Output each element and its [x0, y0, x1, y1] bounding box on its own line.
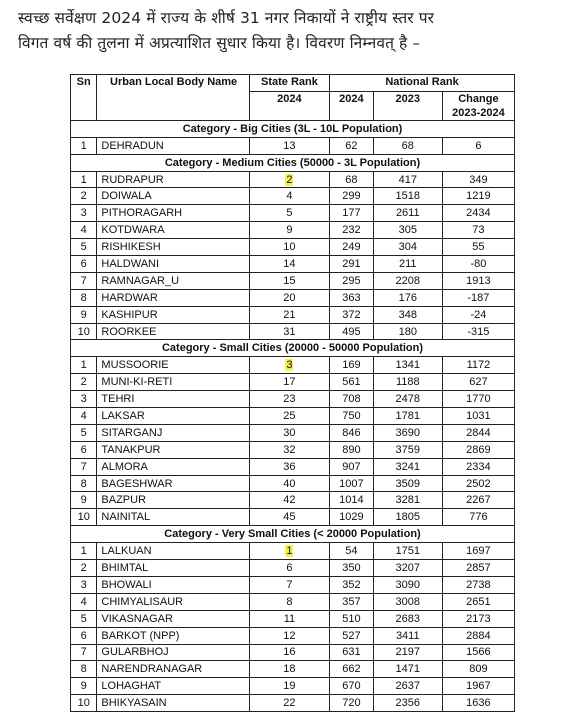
cell-ulb-name: ALMORA	[97, 458, 249, 475]
category-row	[71, 154, 515, 171]
cell-sn: 9	[71, 306, 97, 323]
cell-state-rank: 11	[249, 610, 329, 627]
table-row	[71, 509, 515, 526]
table-row	[71, 171, 515, 188]
cell-national-2023: 3090	[373, 576, 442, 593]
cell-national-2023: 1751	[373, 543, 442, 560]
cell-ulb-name: RAMNAGAR_U	[97, 272, 249, 289]
cell-change: 2869	[442, 441, 514, 458]
cell-sn: 4	[71, 408, 97, 425]
cell-state-rank-cell	[249, 357, 329, 374]
cell-ulb-name: VIKASNAGAR	[97, 610, 249, 627]
cell-change: 2502	[442, 475, 514, 492]
cell-state-rank: 15	[249, 272, 329, 289]
cell-state-rank: 18	[249, 661, 329, 678]
cell-national-2024: 662	[330, 661, 374, 678]
cell-national-2023: 417	[373, 171, 442, 188]
cell-sn: 7	[71, 644, 97, 661]
cell-change: -315	[442, 323, 514, 340]
cell-national-2024: 62	[330, 137, 374, 154]
cell-ulb-name: BAZPUR	[97, 492, 249, 509]
cell-state-rank: 22	[249, 695, 329, 712]
cell-sn: 10	[71, 323, 97, 340]
cell-state-rank: 20	[249, 289, 329, 306]
table-row	[71, 289, 515, 306]
table-row	[71, 644, 515, 661]
table-row	[71, 205, 515, 222]
cell-national-2023: 2611	[373, 205, 442, 222]
cell-change: 627	[442, 374, 514, 391]
cell-national-2023: 3509	[373, 475, 442, 492]
cell-ulb-name: LOHAGHAT	[97, 678, 249, 695]
table-row	[71, 256, 515, 273]
cell-national-2024: 907	[330, 458, 374, 475]
cell-change: 55	[442, 239, 514, 256]
cell-national-2024: 169	[330, 357, 374, 374]
intro-line-1: स्वच्छ सर्वेक्षण 2024 में राज्य के शीर्ष 31 नगर निकायों ने राष्ट्रीय स्तर पर	[18, 9, 435, 27]
cell-change: 73	[442, 222, 514, 239]
table-row	[71, 560, 515, 577]
cell-ulb-name: DEHRADUN	[97, 137, 249, 154]
cell-national-2024: 68	[330, 171, 374, 188]
cell-ulb-name: MUNI-KI-RETI	[97, 374, 249, 391]
cell-national-2024: 54	[330, 543, 374, 560]
cell-change: 1219	[442, 188, 514, 205]
cell-ulb-name: SITARGANJ	[97, 424, 249, 441]
cell-state-rank: 12	[249, 627, 329, 644]
cell-ulb-name: BAGESHWAR	[97, 475, 249, 492]
cell-national-2023: 2356	[373, 695, 442, 712]
cell-national-2023: 180	[373, 323, 442, 340]
cell-state-rank: 36	[249, 458, 329, 475]
cell-national-2024: 232	[330, 222, 374, 239]
cell-state-rank: 14	[249, 256, 329, 273]
cell-sn: 9	[71, 678, 97, 695]
cell-change: -24	[442, 306, 514, 323]
cell-national-2024: 1014	[330, 492, 374, 509]
intro-paragraph	[18, 6, 570, 56]
cell-national-2023: 2478	[373, 391, 442, 408]
cell-sn: 10	[71, 695, 97, 712]
cell-change: 2844	[442, 424, 514, 441]
cell-state-rank-cell	[249, 543, 329, 560]
cell-change: 2857	[442, 560, 514, 577]
cell-change: 1172	[442, 357, 514, 374]
cell-sn: 3	[71, 205, 97, 222]
table-row	[71, 695, 515, 712]
cell-sn: 1	[71, 171, 97, 188]
table-row	[71, 323, 515, 340]
cell-national-2024: 352	[330, 576, 374, 593]
cell-ulb-name: BHIMTAL	[97, 560, 249, 577]
cell-national-2023: 2208	[373, 272, 442, 289]
cell-sn: 5	[71, 424, 97, 441]
header-sn: Sn	[71, 75, 97, 121]
table-row	[71, 678, 515, 695]
cell-national-2023: 2683	[373, 610, 442, 627]
cell-national-2024: 890	[330, 441, 374, 458]
cell-sn: 6	[71, 441, 97, 458]
cell-ulb-name: MUSSOORIE	[97, 357, 249, 374]
category-title: Category - Medium Cities (50000 - 3L Population)	[71, 154, 515, 171]
cell-sn: 4	[71, 593, 97, 610]
cell-national-2024: 1007	[330, 475, 374, 492]
table-row	[71, 222, 515, 239]
table-row	[71, 239, 515, 256]
cell-change: 2651	[442, 593, 514, 610]
cell-national-2024: 177	[330, 205, 374, 222]
cell-national-2023: 1805	[373, 509, 442, 526]
cell-national-2023: 3241	[373, 458, 442, 475]
cell-state-rank: 6	[249, 560, 329, 577]
table-row	[71, 391, 515, 408]
cell-ulb-name: NARENDRANAGAR	[97, 661, 249, 678]
cell-national-2023: 348	[373, 306, 442, 323]
table-row	[71, 137, 515, 154]
cell-sn: 8	[71, 661, 97, 678]
cell-ulb-name: BHOWALI	[97, 576, 249, 593]
category-row	[71, 340, 515, 357]
cell-national-2024: 720	[330, 695, 374, 712]
cell-change: 1913	[442, 272, 514, 289]
cell-ulb-name: TANAKPUR	[97, 441, 249, 458]
cell-state-rank: 23	[249, 391, 329, 408]
header-national-2023: 2023	[373, 91, 442, 120]
cell-sn: 7	[71, 458, 97, 475]
highlighted-state-rank: 3	[286, 359, 293, 372]
cell-sn: 6	[71, 627, 97, 644]
cell-national-2024: 495	[330, 323, 374, 340]
table-row	[71, 627, 515, 644]
cell-national-2024: 510	[330, 610, 374, 627]
cell-ulb-name: LALKUAN	[97, 543, 249, 560]
cell-national-2024: 670	[330, 678, 374, 695]
cell-state-rank-cell	[249, 171, 329, 188]
cell-national-2024: 1029	[330, 509, 374, 526]
table-body	[71, 120, 515, 711]
cell-sn: 10	[71, 509, 97, 526]
cell-national-2023: 3690	[373, 424, 442, 441]
cell-ulb-name: RUDRAPUR	[97, 171, 249, 188]
table-row	[71, 408, 515, 425]
table-header	[71, 75, 515, 121]
intro-line-2: विगत वर्ष की तुलना में अप्रत्याशित सुधार किया है। विवरण निम्नवत् है –	[18, 34, 421, 52]
cell-national-2023: 176	[373, 289, 442, 306]
table-row	[71, 424, 515, 441]
cell-sn: 2	[71, 374, 97, 391]
cell-ulb-name: KOTDWARA	[97, 222, 249, 239]
header-ulb-name: Urban Local Body Name	[97, 75, 249, 121]
cell-ulb-name: CHIMYALISAUR	[97, 593, 249, 610]
cell-ulb-name: LAKSAR	[97, 408, 249, 425]
category-row	[71, 120, 515, 137]
cell-sn: 3	[71, 391, 97, 408]
header-state-rank: State Rank	[249, 75, 329, 92]
cell-sn: 5	[71, 239, 97, 256]
cell-sn: 4	[71, 222, 97, 239]
table-row	[71, 492, 515, 509]
cell-national-2023: 3008	[373, 593, 442, 610]
cell-sn: 7	[71, 272, 97, 289]
cell-change: 1636	[442, 695, 514, 712]
cell-change: 1566	[442, 644, 514, 661]
cell-national-2024: 561	[330, 374, 374, 391]
cell-state-rank: 42	[249, 492, 329, 509]
cell-national-2024: 295	[330, 272, 374, 289]
cell-change: 2173	[442, 610, 514, 627]
cell-change: 1697	[442, 543, 514, 560]
cell-national-2024: 631	[330, 644, 374, 661]
cell-sn: 2	[71, 188, 97, 205]
cell-national-2024: 249	[330, 239, 374, 256]
cell-national-2023: 305	[373, 222, 442, 239]
cell-national-2023: 1781	[373, 408, 442, 425]
cell-sn: 1	[71, 543, 97, 560]
cell-national-2023: 3207	[373, 560, 442, 577]
cell-change: -80	[442, 256, 514, 273]
cell-national-2024: 291	[330, 256, 374, 273]
cell-national-2024: 846	[330, 424, 374, 441]
ranking-table	[70, 74, 515, 712]
highlighted-state-rank: 1	[286, 545, 293, 558]
header-national-rank: National Rank	[330, 75, 515, 92]
cell-ulb-name: HALDWANI	[97, 256, 249, 273]
highlighted-state-rank: 2	[286, 173, 293, 186]
cell-national-2024: 708	[330, 391, 374, 408]
cell-state-rank: 13	[249, 137, 329, 154]
cell-change: 1031	[442, 408, 514, 425]
category-title: Category - Big Cities (3L - 10L Population)	[71, 120, 515, 137]
cell-sn: 9	[71, 492, 97, 509]
cell-state-rank: 45	[249, 509, 329, 526]
table-row	[71, 661, 515, 678]
cell-state-rank: 40	[249, 475, 329, 492]
cell-state-rank: 9	[249, 222, 329, 239]
cell-sn: 6	[71, 256, 97, 273]
cell-change: -187	[442, 289, 514, 306]
table-row	[71, 441, 515, 458]
table-row	[71, 458, 515, 475]
table-row	[71, 272, 515, 289]
cell-ulb-name: ROORKEE	[97, 323, 249, 340]
cell-sn: 2	[71, 560, 97, 577]
cell-national-2023: 304	[373, 239, 442, 256]
category-title: Category - Very Small Cities (< 20000 Population)	[71, 526, 515, 543]
table-row	[71, 543, 515, 560]
header-state-rank-year: 2024	[249, 91, 329, 120]
cell-change: 776	[442, 509, 514, 526]
cell-state-rank: 25	[249, 408, 329, 425]
category-row	[71, 526, 515, 543]
cell-state-rank: 5	[249, 205, 329, 222]
cell-national-2023: 1518	[373, 188, 442, 205]
cell-state-rank: 4	[249, 188, 329, 205]
cell-change: 2267	[442, 492, 514, 509]
table-row	[71, 374, 515, 391]
cell-national-2024: 350	[330, 560, 374, 577]
cell-ulb-name: PITHORAGARH	[97, 205, 249, 222]
cell-change: 1967	[442, 678, 514, 695]
cell-ulb-name: RISHIKESH	[97, 239, 249, 256]
cell-ulb-name: DOIWALA	[97, 188, 249, 205]
table-row	[71, 593, 515, 610]
cell-change: 2738	[442, 576, 514, 593]
header-change: Change 2023-2024	[442, 91, 514, 120]
cell-national-2023: 3411	[373, 627, 442, 644]
cell-state-rank: 32	[249, 441, 329, 458]
cell-national-2024: 299	[330, 188, 374, 205]
cell-national-2023: 3759	[373, 441, 442, 458]
cell-state-rank: 19	[249, 678, 329, 695]
cell-change: 2434	[442, 205, 514, 222]
table-row	[71, 475, 515, 492]
cell-national-2023: 2197	[373, 644, 442, 661]
category-title: Category - Small Cities (20000 - 50000 Population)	[71, 340, 515, 357]
cell-ulb-name: GULARBHOJ	[97, 644, 249, 661]
cell-national-2024: 363	[330, 289, 374, 306]
cell-ulb-name: KASHIPUR	[97, 306, 249, 323]
header-national-2024: 2024	[330, 91, 374, 120]
cell-sn: 8	[71, 289, 97, 306]
table-row	[71, 357, 515, 374]
cell-state-rank: 16	[249, 644, 329, 661]
cell-sn: 1	[71, 357, 97, 374]
cell-ulb-name: BARKOT (NPP)	[97, 627, 249, 644]
cell-change: 1770	[442, 391, 514, 408]
table-row	[71, 576, 515, 593]
cell-national-2024: 527	[330, 627, 374, 644]
cell-sn: 3	[71, 576, 97, 593]
cell-ulb-name: HARDWAR	[97, 289, 249, 306]
cell-ulb-name: BHIKYASAIN	[97, 695, 249, 712]
cell-state-rank: 7	[249, 576, 329, 593]
cell-change: 6	[442, 137, 514, 154]
cell-national-2023: 3281	[373, 492, 442, 509]
cell-national-2023: 2637	[373, 678, 442, 695]
cell-national-2023: 1341	[373, 357, 442, 374]
cell-change: 2334	[442, 458, 514, 475]
cell-change: 2884	[442, 627, 514, 644]
cell-national-2023: 211	[373, 256, 442, 273]
cell-sn: 5	[71, 610, 97, 627]
cell-national-2024: 357	[330, 593, 374, 610]
cell-state-rank: 8	[249, 593, 329, 610]
cell-sn: 1	[71, 137, 97, 154]
cell-state-rank: 21	[249, 306, 329, 323]
cell-ulb-name: NAINITAL	[97, 509, 249, 526]
cell-state-rank: 10	[249, 239, 329, 256]
table-row	[71, 188, 515, 205]
cell-national-2023: 1471	[373, 661, 442, 678]
table-row	[71, 610, 515, 627]
cell-sn: 8	[71, 475, 97, 492]
cell-change: 809	[442, 661, 514, 678]
cell-national-2023: 1188	[373, 374, 442, 391]
cell-state-rank: 30	[249, 424, 329, 441]
cell-change: 349	[442, 171, 514, 188]
cell-state-rank: 17	[249, 374, 329, 391]
cell-national-2023: 68	[373, 137, 442, 154]
cell-state-rank: 31	[249, 323, 329, 340]
cell-ulb-name: TEHRI	[97, 391, 249, 408]
cell-national-2024: 372	[330, 306, 374, 323]
cell-national-2024: 750	[330, 408, 374, 425]
table-row	[71, 306, 515, 323]
